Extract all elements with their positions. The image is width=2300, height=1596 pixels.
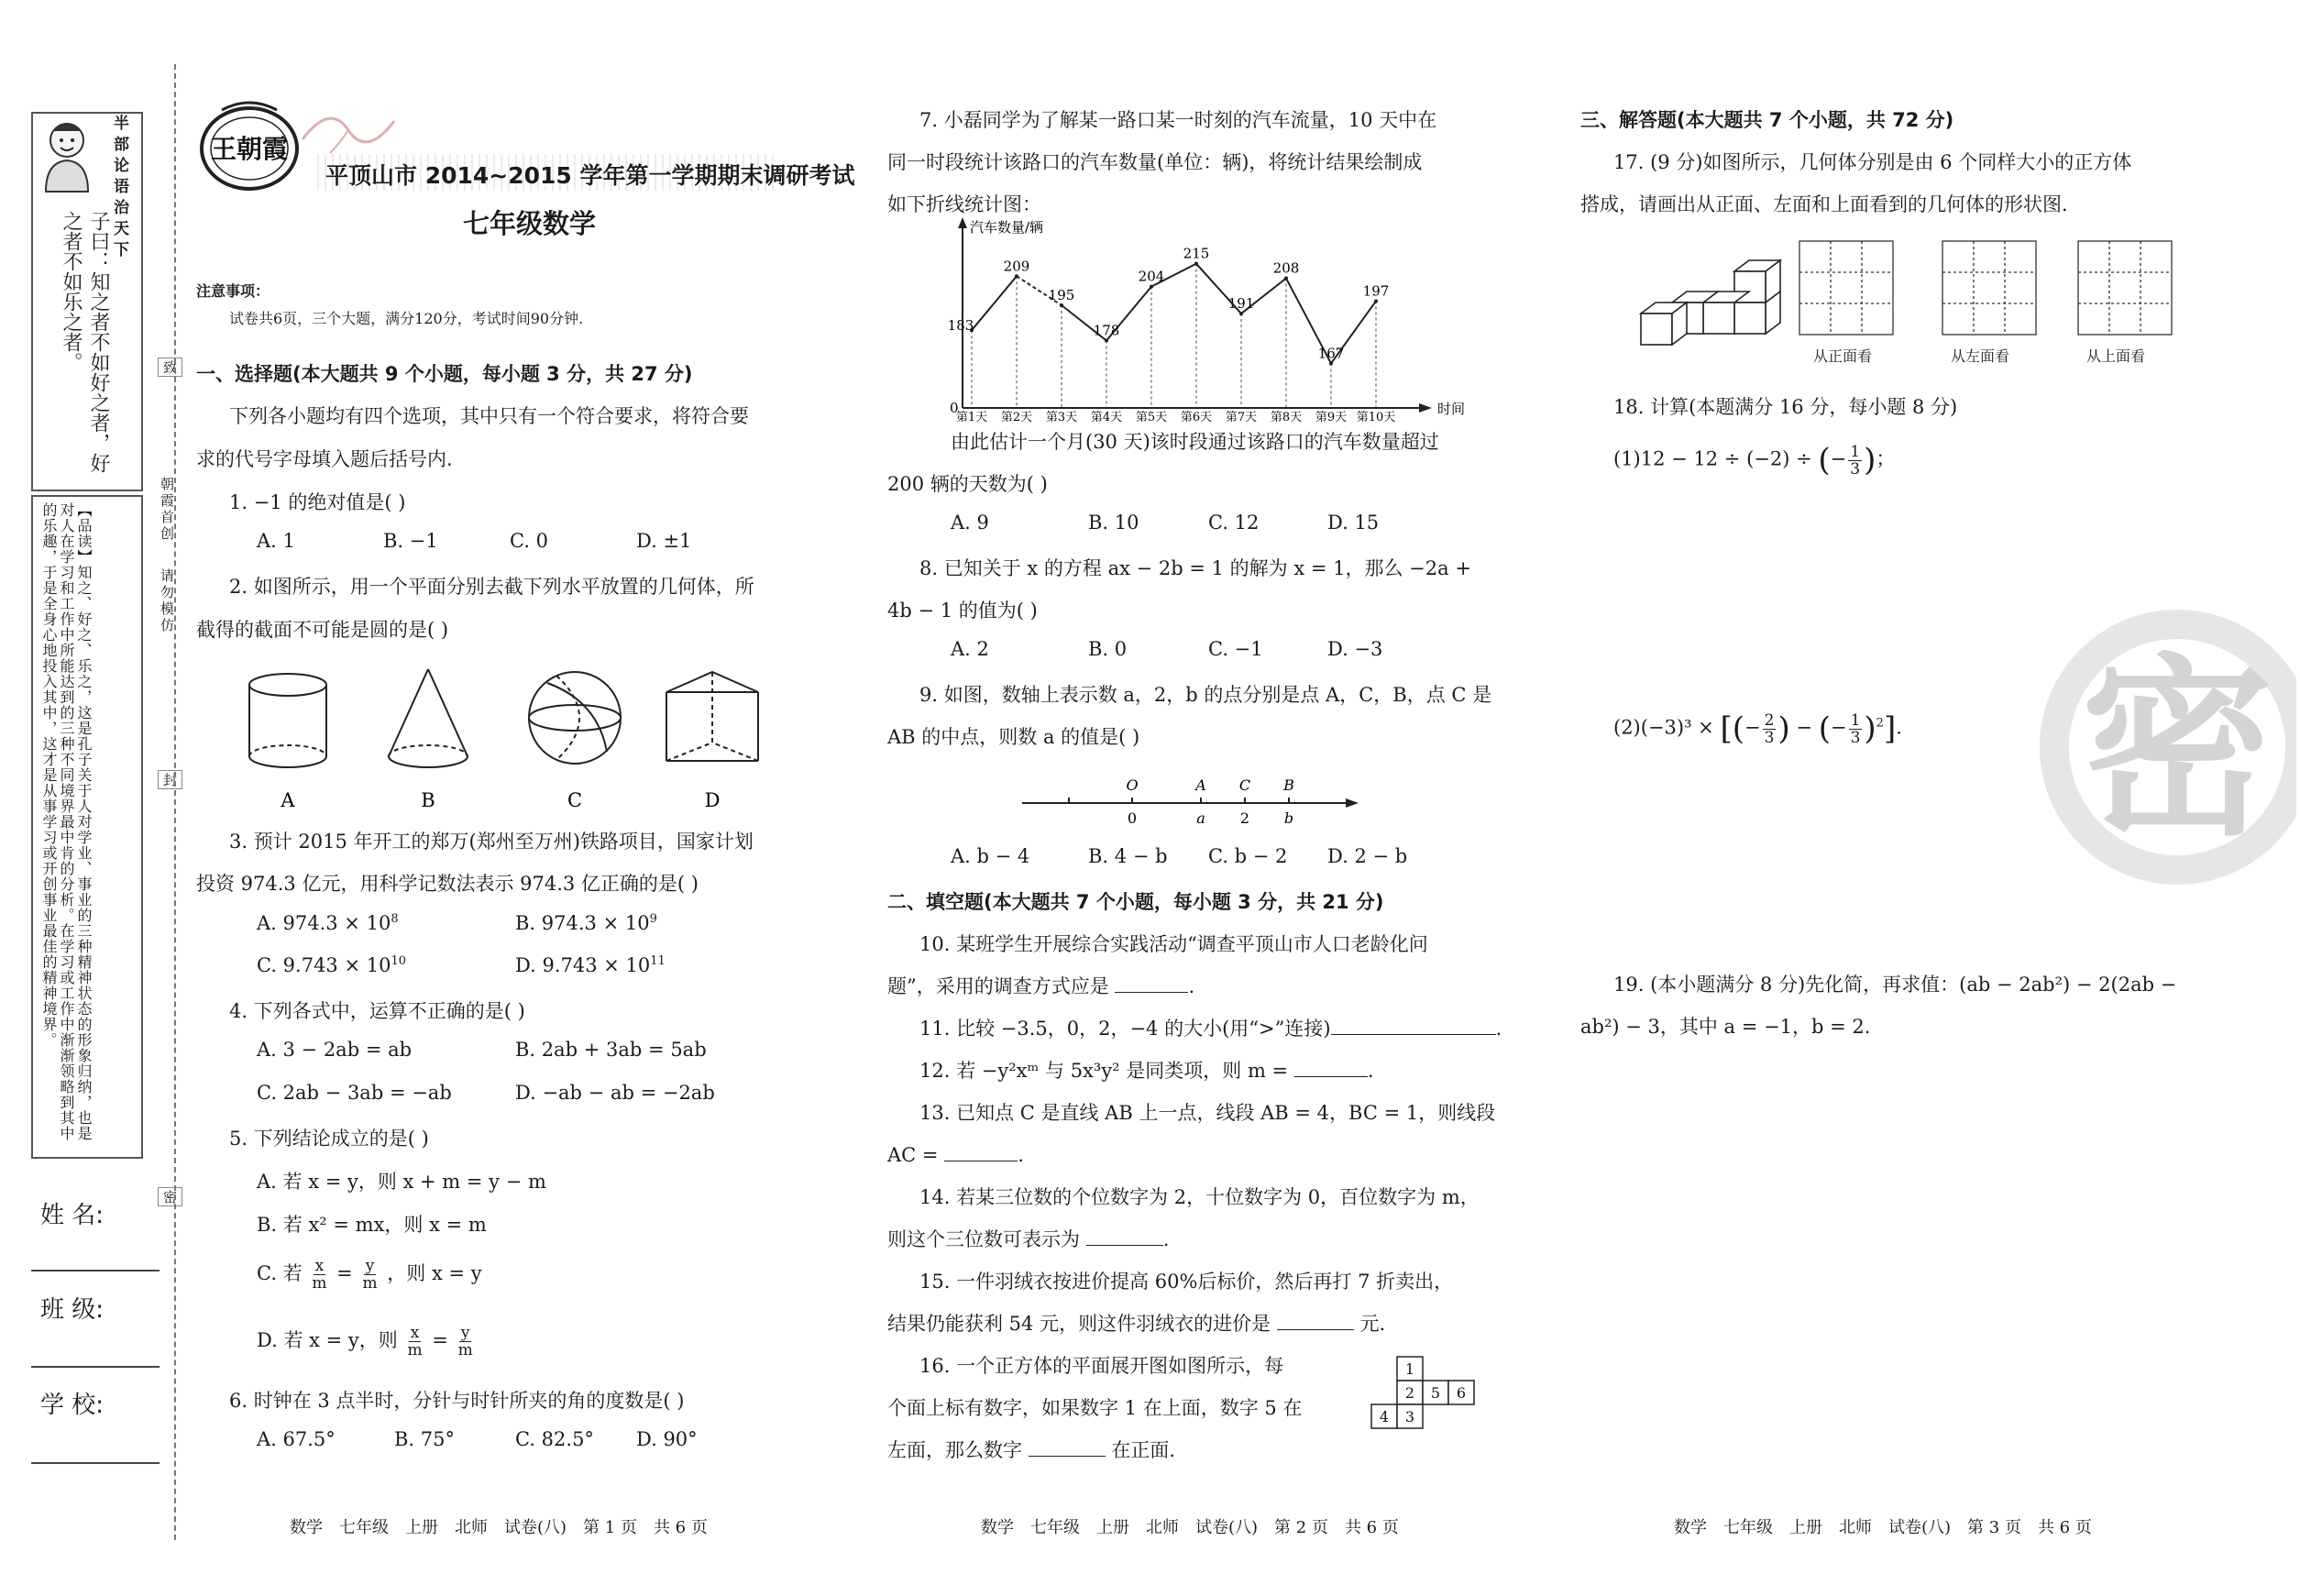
q7-after-1: 由此估计一个月(30 天)该时段通过该路口的汽车数量超过 [951, 431, 1439, 453]
svg-text:B: B [421, 789, 435, 811]
q12-answer-blank[interactable] [1294, 1056, 1368, 1077]
q8-stem-1: 8. 已知关于 x 的方程 ax − 2b = 1 的解为 x = 1，那么 −2a + [919, 557, 1471, 579]
q17-line-2: 搭成，请画出从正面、左面和上面看到的几何体的形状图. [1580, 193, 2068, 215]
data-label-8: 208 [1272, 259, 1300, 277]
grid-left-view[interactable] [1942, 240, 2037, 336]
q9-option-a[interactable]: A. b − 4 [951, 845, 1030, 867]
q1-option-a[interactable]: A. 1 [257, 530, 295, 552]
svg-text:O: O [1126, 776, 1139, 794]
sidebar-quote: 子曰：知之者不如好之者，好之者不如乐之者。 [60, 211, 110, 473]
data-point-4 [1105, 339, 1108, 343]
data-point-9 [1329, 361, 1333, 365]
q7-after-2: 200 辆的天数为( ) [887, 473, 1048, 495]
exam-title: 平顶山市 2014~2015 学年第一学期期末调研考试 [325, 162, 855, 189]
x-tick-label-6: 第6天 [1180, 411, 1213, 422]
q3-option-d[interactable]: D. $9.743 \times 10^{11}$ [515, 954, 666, 976]
cone-shape [389, 669, 468, 767]
brand-logo [194, 101, 304, 193]
q3-option-b[interactable]: B. $974.3 \times 10^9$ [515, 912, 657, 934]
q13-line-1: 13. 已知点 C 是直线 AB 上一点，线段 AB = 4，BC = 1，则线段 [919, 1102, 1496, 1124]
grid-top-view[interactable] [2077, 240, 2173, 336]
q5-stem: 5. 下列结论成立的是( ) [229, 1128, 429, 1150]
data-point-2 [1015, 274, 1018, 278]
q6-stem: 6. 时钟在 3 点半时，分针与时针所夹的角的度数是( ) [229, 1390, 685, 1412]
data-point-6 [1194, 262, 1198, 266]
svg-text:1: 1 [1404, 1360, 1415, 1378]
q16-line-2: 个面上标有数字，如果数字 1 在上面，数字 5 在 [887, 1397, 1303, 1419]
section1-intro-1: 下列各小题均有四个选项，其中只有一个符合要求，将符合要 [229, 405, 749, 427]
footer-page-1: 数学 七年级 上册 北师 试卷(八) 第 1 页 共 6 页 [290, 1518, 708, 1537]
q16-answer-blank[interactable] [1029, 1436, 1106, 1457]
q18-part-1: (1)12 − 12 ÷ (−2) ÷ (− $\frac{1}{3}$ )； [1613, 442, 1896, 479]
q11-line: 11. 比较 −3.5，0，2，−4 的大小(用“>”连接) . [919, 1014, 1502, 1041]
sphere-shape [529, 672, 621, 764]
q7-stem-3: 如下折线统计图： [887, 193, 1041, 215]
svg-text:密: 密 [2080, 635, 2274, 862]
q3-option-a[interactable]: A. $974.3 \times 10^8$ [257, 912, 399, 934]
q4-option-a[interactable]: A. 3 − 2ab = ab [257, 1039, 413, 1061]
q1-option-d[interactable]: D. ±1 [636, 530, 692, 552]
chart-xlabel: 时间 [1437, 401, 1466, 417]
q7-option-d[interactable]: D. 15 [1327, 512, 1380, 534]
q6-option-a[interactable]: A. 67.5° [257, 1428, 336, 1450]
svg-text:a: a [1196, 809, 1205, 827]
x-tick-label-3: 第3天 [1045, 411, 1078, 422]
data-label-2: 209 [1003, 258, 1030, 275]
q12-line: 12. 若 −y²xᵐ 与 5x³y² 是同类项，则 m = . [919, 1056, 1374, 1084]
data-point-3 [1060, 303, 1063, 307]
q7-option-c[interactable]: C. 12 [1208, 512, 1260, 534]
q3-option-c[interactable]: C. $9.743 \times 10^{10}$ [257, 954, 407, 976]
data-label-6: 215 [1183, 245, 1210, 262]
q14-line-1: 14. 若某三位数的个位数字为 2，十位数字为 0，百位数字为 m， [919, 1186, 1480, 1208]
label-left-view: 从左面看 [1951, 347, 2010, 365]
q6-option-d[interactable]: D. 90° [636, 1428, 698, 1450]
q16-cube-net [1370, 1355, 1480, 1437]
data-label-5: 204 [1138, 268, 1165, 285]
watermark-seal [2021, 587, 2296, 908]
data-point-7 [1239, 312, 1243, 315]
sidebar-note-nocopy: 请勿模仿 [159, 568, 175, 634]
q5-option-b[interactable]: B. 若 x² = mx，则 x = m [257, 1214, 487, 1236]
data-point-5 [1150, 285, 1153, 289]
svg-text:b: b [1283, 809, 1294, 827]
school-label: 学 校: [40, 1392, 105, 1419]
q6-option-c[interactable]: C. 82.5° [515, 1428, 594, 1450]
svg-text:C: C [1238, 776, 1251, 794]
grid-front-view[interactable] [1799, 240, 1894, 336]
prism-shape [666, 672, 758, 761]
q8-option-c[interactable]: C. −1 [1208, 638, 1263, 660]
q14-answer-blank[interactable] [1086, 1225, 1163, 1246]
q2-stem-2: 截得的截面不可能是圆的是( ) [196, 619, 449, 641]
svg-text:D: D [704, 789, 721, 811]
q17-line-1: 17. (9 分)如图所示，几何体分别是由 6 个同样大小的正方体 [1613, 151, 2132, 173]
x-tick-label-4: 第4天 [1090, 411, 1123, 422]
q3-stem-2: 投资 974.3 亿元，用科学记数法表示 974.3 亿正确的是( ) [196, 873, 699, 895]
q10-line-1: 10. 某班学生开展综合实践活动“调查平顶山市人口老龄化问 [919, 933, 1428, 955]
data-label-4: 178 [1093, 322, 1120, 339]
q16-line-1: 16. 一个正方体的平面展开图如图所示，每 [919, 1355, 1284, 1377]
q8-option-a[interactable]: A. 2 [951, 638, 989, 660]
q2-solids-figure [240, 665, 781, 816]
x-tick-label-5: 第5天 [1135, 411, 1168, 422]
q19-line-1: 19. (本小题满分 8 分)先化简，再求值：(ab − 2ab²) − 2(2ab − [1613, 974, 2177, 996]
q1-stem: 1. −1 的绝对值是( ) [229, 491, 406, 513]
q15-answer-blank[interactable] [1277, 1309, 1354, 1330]
q6-option-b[interactable]: B. 75° [394, 1428, 456, 1450]
q8-stem-2: 4b − 1 的值为( ) [887, 600, 1038, 622]
svg-text:2: 2 [1239, 809, 1250, 827]
q14-line-2: 则这个三位数可表示为 . [887, 1225, 1169, 1252]
q9-stem-2: AB 的中点，则数 a 的值是( ) [887, 726, 1140, 748]
chart-y-arrow [958, 217, 967, 228]
q17-cube-figure [1634, 255, 1808, 356]
q10-answer-blank[interactable] [1115, 972, 1188, 993]
svg-text:A: A [1195, 776, 1206, 794]
q15-line-1: 15. 一件羽绒衣按进价提高 60%后标价，然后再打 7 折卖出， [919, 1271, 1454, 1293]
data-point-10 [1374, 299, 1378, 303]
q18-line: 18. 计算(本题满分 16 分，每小题 8 分) [1613, 396, 1958, 418]
q1-option-c[interactable]: C. 0 [510, 530, 549, 552]
sidebar-note-brand: 朝霞首创 [159, 477, 175, 543]
svg-text:5: 5 [1430, 1384, 1441, 1402]
chart-x-arrow [1419, 403, 1432, 413]
q7-stem-2: 同一时段统计该路口的汽车数量(单位：辆)，将统计结果绘制成 [887, 151, 1423, 173]
svg-text:4: 4 [1379, 1408, 1390, 1425]
data-label-9: 167 [1317, 345, 1345, 362]
series-segment-1 [972, 276, 1017, 330]
q15-line-2: 结果仍能获利 54 元，则这件羽绒衣的进价是 元. [887, 1309, 1385, 1337]
q9-stem-1: 9. 如图，数轴上表示数 a，2，b 的点分别是点 A，C，B，点 C 是 [919, 684, 1492, 706]
q2-stem-1: 2. 如图所示，用一个平面分别去截下列水平放置的几何体，所 [229, 576, 754, 598]
x-tick-label-7: 第7天 [1225, 411, 1258, 422]
sidebar-note-feng: 封 [158, 770, 182, 789]
name-label: 姓 名: [40, 1202, 105, 1229]
svg-text:6: 6 [1456, 1384, 1467, 1402]
section1-heading: 一、选择题(本大题共 9 个小题，每小题 3 分，共 27 分) [196, 363, 693, 385]
q7-line-chart [935, 215, 1485, 422]
label-front-view: 从正面看 [1813, 347, 1873, 365]
q16-line-3: 左面，那么数字 在正面. [887, 1436, 1175, 1463]
section3-heading: 三、解答题(本大题共 7 个小题，共 72 分) [1580, 109, 1954, 131]
svg-text:C: C [567, 789, 583, 811]
sidebar-note-mi: 密 [158, 1187, 182, 1206]
footer-page-2: 数学 七年级 上册 北师 试卷(八) 第 2 页 共 6 页 [981, 1518, 1399, 1537]
q19-line-2: ab²) − 3，其中 a = −1，b = 2. [1580, 1016, 1871, 1038]
seal-line [174, 64, 176, 1540]
q4-option-b[interactable]: B. 2ab + 3ab = 5ab [515, 1039, 707, 1061]
svg-text:王朝霞: 王朝霞 [210, 134, 289, 164]
name-line[interactable] [31, 1270, 160, 1271]
q13-answer-blank[interactable] [944, 1140, 1018, 1161]
section2-heading: 二、填空题(本大题共 7 个小题，每小题 3 分，共 21 分) [887, 891, 1384, 913]
x-tick-label-2: 第2天 [1000, 411, 1033, 422]
q9-number-line [1018, 768, 1366, 832]
svg-text:0: 0 [1127, 809, 1138, 827]
q7-option-b[interactable]: B. 10 [1088, 512, 1139, 534]
sidebar-commentary: 【品读】知之、好之、乐之，这是孔子关于人对学业、事业的三种精神状态的形象归纳，也是对人在学习和工作中所能达到的三种不同境界最中肯的分析。在学习或工作中渐渐领略到其中的乐趣，于是全身心地投入其中，这才是从事学习或开创事业最佳的精神境界。 [40, 502, 93, 1141]
q5-option-d[interactable]: D. 若 x = y，则 $\frac{x}{m}$ = $\frac{y}{m}$ [257, 1324, 473, 1359]
q8-option-d[interactable]: D. −3 [1327, 638, 1383, 660]
q7-option-a[interactable]: A. 9 [951, 512, 989, 534]
data-label-1: 183 [947, 317, 974, 335]
cylinder-shape [249, 674, 326, 767]
sidebar-note-zhi: 致 [158, 358, 182, 377]
q4-option-d[interactable]: D. −ab − ab = −2ab [515, 1082, 715, 1104]
svg-text:3: 3 [1404, 1408, 1415, 1425]
class-label: 班 级: [40, 1296, 105, 1324]
q3-stem-1: 3. 预计 2015 年开工的郑万(郑州至万州)铁路项目，国家计划 [229, 831, 754, 853]
q1-option-b[interactable]: B. −1 [383, 530, 438, 552]
svg-text:A: A [281, 789, 295, 811]
sage-avatar [35, 115, 99, 193]
chart-origin: 0 [950, 400, 959, 416]
data-label-3: 195 [1048, 287, 1075, 303]
data-label-10: 197 [1362, 282, 1390, 300]
q18-part-2: (2)(−3)³ × [(− $\frac{2}{3}$ ) − (− $\frac{1}{3}$ )$^2$]. [1613, 710, 1902, 747]
x-tick-label-8: 第8天 [1270, 411, 1303, 422]
q4-stem: 4. 下列各式中，运算不正确的是( ) [229, 1000, 525, 1022]
q9-option-d[interactable]: D. 2 − b [1327, 845, 1408, 867]
q4-option-c[interactable]: C. 2ab − 3ab = −ab [257, 1082, 452, 1104]
ribbon-decoration [293, 103, 403, 158]
school-line[interactable] [31, 1462, 160, 1464]
svg-text:2: 2 [1404, 1384, 1415, 1402]
q5-option-a[interactable]: A. 若 x = y，则 x + m = y − m [257, 1171, 546, 1193]
q11-answer-blank[interactable] [1331, 1014, 1496, 1035]
label-top-view: 从上面看 [2086, 347, 2146, 365]
q8-option-b[interactable]: B. 0 [1088, 638, 1128, 660]
svg-text:B: B [1283, 776, 1294, 794]
notice-title: 注意事项： [196, 282, 270, 300]
x-tick-label-10: 第10天 [1356, 411, 1396, 422]
q13-line-2: AC = . [887, 1140, 1024, 1166]
notice-body: 试卷共6页，三个大题，满分120分，考试时间90分钟. [229, 310, 584, 327]
section1-intro-2: 求的代号字母填入题后括号内. [196, 448, 453, 470]
chart-ylabel: 汽车数量/辆 [970, 219, 1044, 236]
q9-option-c[interactable]: C. b − 2 [1208, 845, 1288, 867]
q7-stem-1: 7. 小磊同学为了解某一路口某一时刻的汽车流量，10 天中在 [919, 109, 1437, 131]
x-tick-label-9: 第9天 [1315, 411, 1348, 422]
sidebar-banner: 半部论语治天下 [110, 115, 128, 262]
data-label-7: 191 [1227, 295, 1255, 313]
class-line[interactable] [31, 1366, 160, 1368]
exam-subtitle: 七年级数学 [463, 208, 597, 239]
data-point-8 [1284, 277, 1288, 281]
q10-line-2: 题”，采用的调查方式应是 . [887, 972, 1194, 999]
x-tick-label-1: 第1天 [955, 411, 988, 422]
footer-page-3: 数学 七年级 上册 北师 试卷(八) 第 3 页 共 6 页 [1674, 1518, 2092, 1537]
q9-option-b[interactable]: B. 4 − b [1088, 845, 1168, 867]
q5-option-c[interactable]: C. 若 $\frac{x}{m}$ = $\frac{y}{m}$ ，则 x = y [257, 1257, 482, 1293]
